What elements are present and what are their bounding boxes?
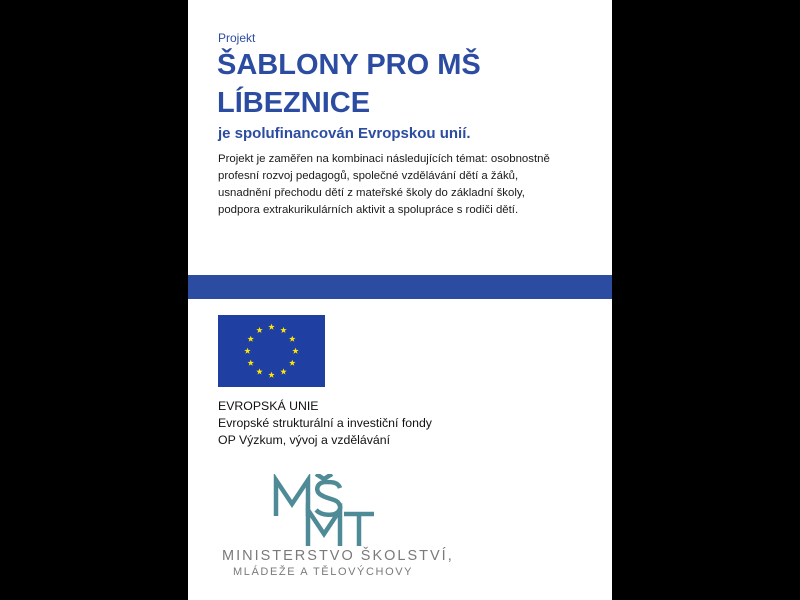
msmt-logo-m1 <box>276 480 308 516</box>
description-line: profesní rozvoj pedagogů, společné vzdělávání dětí a žáků, <box>218 170 519 182</box>
msmt-logo-s <box>316 482 340 515</box>
project-poster <box>188 0 612 600</box>
description-line: usnadnění přechodu dětí z mateřské školy do základní školy, <box>218 187 525 199</box>
project-label: Projekt <box>218 31 256 45</box>
eu-line1: EVROPSKÁ UNIE <box>218 399 319 413</box>
project-description <box>218 151 606 219</box>
project-title-line1: ŠABLONY PRO MŠ <box>217 49 481 81</box>
eu-line2: Evropské strukturální a investiční fondy <box>218 416 432 430</box>
eu-flag-icon <box>218 315 325 387</box>
eu-funding-text <box>218 398 432 449</box>
description-line: podpora extrakurikulárních aktivit a spolupráce s rodiči dětí. <box>218 204 519 216</box>
eu-line3: OP Výzkum, vývoj a vzdělávání <box>218 433 391 447</box>
msmt-logo-caron <box>316 474 332 479</box>
project-title <box>217 46 607 122</box>
msmt-logo-icon <box>270 474 390 548</box>
blue-divider-band <box>188 275 612 299</box>
project-title-line2: LÍBEZNICE <box>217 87 371 119</box>
msmt-logo-t <box>344 514 374 546</box>
project-subtitle: je spolufinancován Evropskou unií. <box>218 125 471 142</box>
msmt-name-line2: MLÁDEŽE A TĚLOVÝCHOVY <box>233 566 414 578</box>
msmt-name-line1: MINISTERSTVO ŠKOLSTVÍ, <box>222 548 454 564</box>
description-line: Projekt je zaměřen na kombinaci následujících témat: osobnostně <box>218 153 550 165</box>
